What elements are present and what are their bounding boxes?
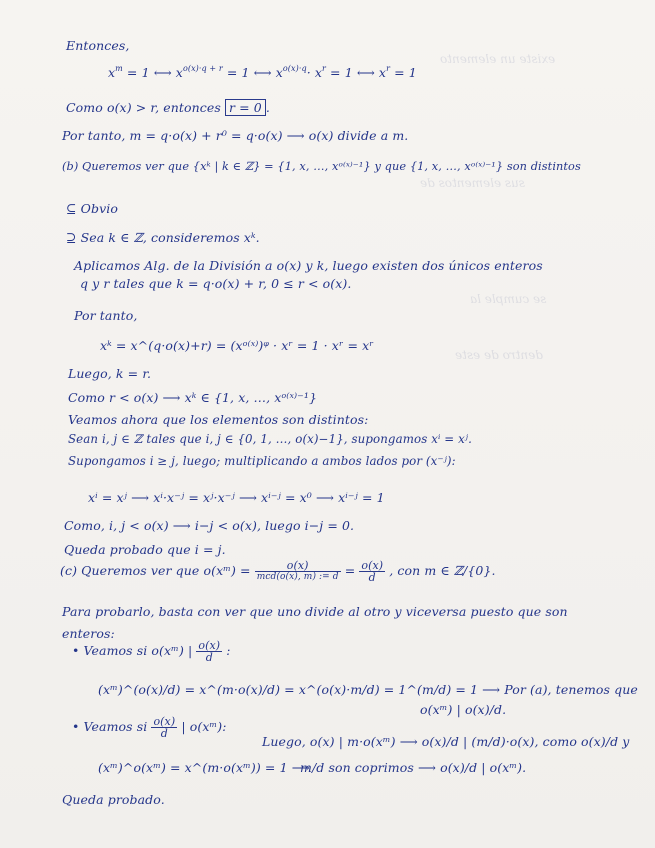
note-line: m/d son coprimos ⟶ o(x)/d | o(xᵐ). (300, 760, 527, 775)
note-line: xⁱ = xʲ ⟶ xⁱ·x⁻ʲ = xʲ·x⁻ʲ ⟶ xⁱ⁻ʲ = x⁰ ⟶ xⁱ⁻ʲ = 1 (88, 490, 385, 505)
note-line: Aplicamos Alg. de la División a o(x) y k, luego existen dos únicos enteros (74, 258, 543, 273)
note-line: Queda probado que i = j. (64, 542, 226, 557)
boxed-result: r = 0 (225, 99, 266, 116)
note-line: o(xᵐ) | o(x)/d. (420, 702, 507, 717)
note-line: Como o(x) > r, entonces r = 0 . (66, 100, 270, 115)
note-line: ⊆ Obvio (66, 201, 118, 216)
note-line: xᵏ = x^(q·o(x)+r) = (xᵒ⁽ˣ⁾)ᵠ · xʳ = 1 · xʳ = xʳ (100, 338, 374, 353)
note-line: (b) Queremos ver que {xᵏ | k ∈ ℤ} = {1, x, …, xᵒ⁽ˣ⁾⁻¹} y que {1, x, …, xᵒ⁽ˣ⁾⁻¹} son distintos (62, 160, 581, 173)
note-line: (xᵐ)^(o(x)/d) = x^(m·o(x)/d) = x^(o(x)·m/d) = 1^(m/d) = 1 ⟶ Por (a), tenemos que (98, 682, 638, 697)
note-line: Luego, o(x) | m·o(xᵐ) ⟶ o(x)/d | (m/d)·o(x), como o(x)/d y (262, 734, 630, 749)
bleed-through-text: existe un elemento (440, 52, 556, 66)
fraction: $\frac{o(x)}{d}$ (361, 559, 384, 584)
note-line: Entonces, (66, 38, 130, 53)
note-line: Por tanto, (74, 308, 138, 323)
note-line: (xᵐ)^o(xᵐ) = x^(m·o(xᵐ)) = 1 ⟶ (98, 760, 310, 775)
note-line: Luego, k = r. (68, 366, 152, 381)
note-line: ⊇ Sea k ∈ ℤ, consideremos xᵏ. (66, 230, 260, 245)
bleed-through-text: se cumple la (470, 292, 547, 306)
note-line: q y r tales que k = q·o(x) + r, 0 ≤ r < o(x). (80, 276, 352, 291)
note-line: Sean i, j ∈ ℤ tales que i, j ∈ {0, 1, …, o(x)−1}, supongamos xⁱ = xʲ. (68, 432, 472, 446)
note-line: Para probarlo, basta con ver que uno divide al otro y viceversa puesto que son (62, 604, 568, 619)
note-line: Como r < o(x) ⟶ xᵏ ∈ {1, x, …, xᵒ⁽ˣ⁾⁻¹} (68, 390, 318, 405)
fraction: $\frac{o(x)}{d}$ (198, 639, 221, 664)
bleed-through-text: sus elementos de (420, 176, 525, 190)
note-line: • Veamos si o(xᵐ) | $\frac{o(x)}{d}$ : (72, 639, 231, 664)
fraction: $\frac{o(x)}{\text{mcd(o(x), m) := d}}$ (256, 559, 339, 582)
note-line: Como, i, j < o(x) ⟶ i−j < o(x), luego i−j = 0. (64, 518, 355, 533)
fraction: $\frac{o(x)}{d}$ (153, 715, 176, 740)
note-line: Queda probado. (62, 792, 165, 807)
note-line: $x^m = 1$ ⟷ $x^{o(x)\cdot q + r} = 1$ ⟷ $x^{o(x)\cdot q}\cdot x^r = 1$ ⟷ $x^r = 1$ (108, 64, 417, 80)
note-line: enteros: (62, 626, 115, 641)
note-line: Por tanto, m = q·o(x) + r⁰ = q·o(x) ⟶ o(x) divide a m. (62, 128, 409, 143)
note-line: (c) Queremos ver que o(xᵐ) = $\frac{o(x)}{\text{mcd(o(x), m) := d}}$ = $\frac{o(x)}{d}$ , con m ∈ ℤ/{0}. (60, 559, 496, 584)
note-line: Supongamos i ≥ j, luego; multiplicando a ambos lados por (x⁻ʲ): (68, 454, 456, 468)
note-line: • Veamos si $\frac{o(x)}{d}$ | o(xᵐ): (72, 715, 227, 740)
bleed-through-text: dentro de este (455, 348, 543, 362)
note-line: Veamos ahora que los elementos son distintos: (68, 412, 369, 427)
